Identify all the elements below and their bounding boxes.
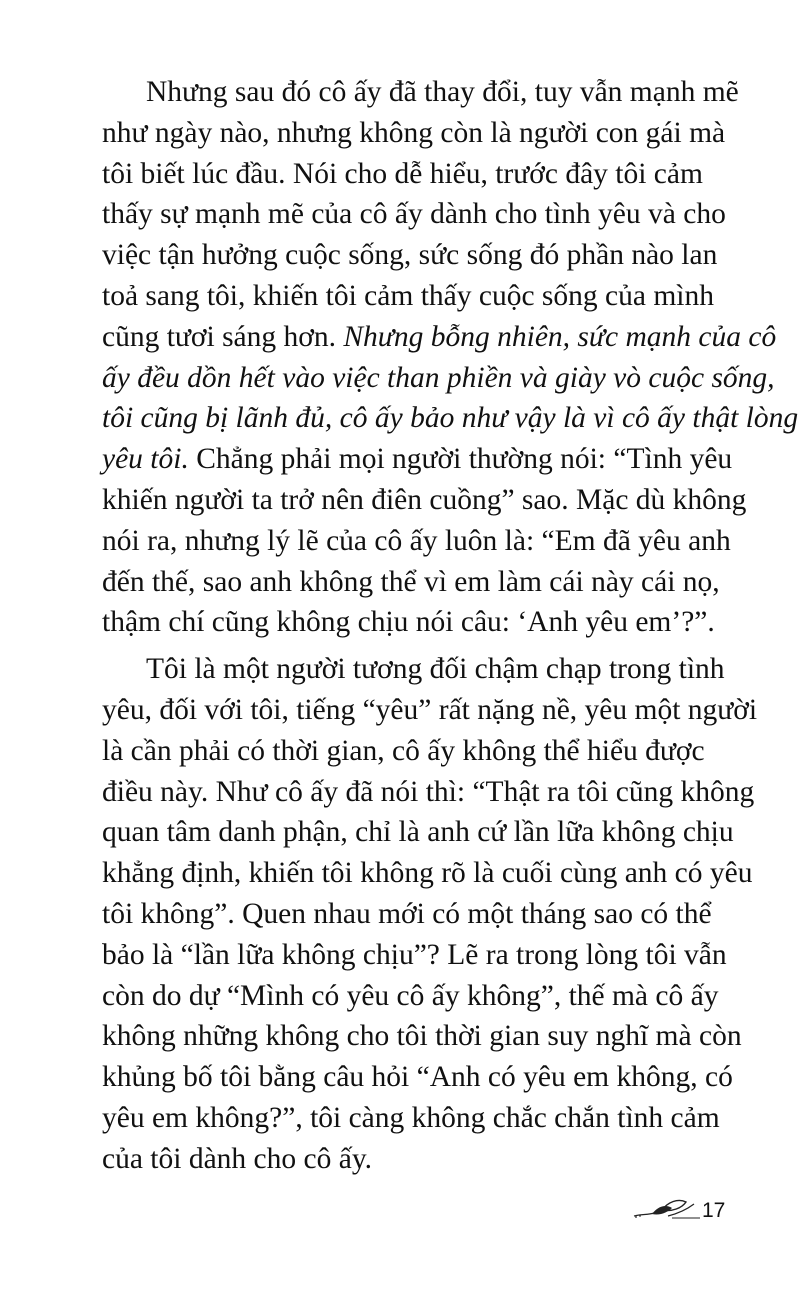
- text-segment: bảo là “lần lữa không chịu”? Lẽ ra trong lòng tôi vẫn: [102, 938, 727, 971]
- text-segment: nói ra, nhưng lý lẽ của cô ấy luôn là: “Em đã yêu anh: [102, 524, 731, 557]
- text-line: [102, 194, 726, 235]
- italic-text-segment: tôi cũng bị lãnh đủ, cô ấy bảo như vậy là vì cô ấy thật lòng: [102, 402, 799, 435]
- text-line: [102, 439, 733, 480]
- leaf-flourish-icon: [632, 1196, 702, 1222]
- text-segment: quan tâm danh phận, chỉ là anh cứ lần lữa không chịu: [102, 816, 734, 849]
- italic-text-segment: Nhưng bỗng nhiên, sức mạnh của cô: [343, 320, 777, 353]
- text-line: [102, 731, 705, 772]
- text-line: [102, 276, 714, 317]
- text-segment: còn do dự “Mình có yêu cô ấy không”, thế mà cô ấy: [102, 979, 719, 1012]
- text-line: [102, 649, 725, 690]
- page-number: 17: [702, 1199, 726, 1222]
- text-line: [102, 1139, 702, 1180]
- text-segment: tôi biết lúc đầu. Nói cho dễ hiểu, trước đây tôi cảm: [102, 157, 703, 190]
- text-line: [102, 690, 758, 731]
- text-line: [102, 398, 799, 439]
- text-line: [102, 562, 720, 603]
- text-line: [102, 113, 726, 154]
- text-line: [102, 480, 747, 521]
- text-segment: tôi không”. Quen nhau mới có một tháng sao có thể: [102, 897, 712, 930]
- text-segment: như ngày nào, nhưng không còn là người con gái mà: [102, 116, 726, 149]
- text-line: [102, 1016, 742, 1057]
- text-segment: của tôi dành cho cô ấy.: [102, 1142, 373, 1175]
- paragraph: [102, 72, 799, 643]
- text-line: [102, 154, 702, 195]
- text-line: [102, 235, 718, 276]
- text-segment: khiến người ta trở nên điên cuồng” sao. Mặc dù không: [102, 483, 747, 516]
- text-line: [102, 812, 734, 853]
- text-segment: Chẳng phải mọi người thường nói: “Tình yêu: [188, 443, 733, 476]
- text-segment: thấy sự mạnh mẽ của cô ấy dành cho tình yêu và cho: [102, 198, 726, 231]
- text-segment: cũng tươi sáng hơn.: [102, 320, 344, 353]
- text-segment: yêu, đối với tôi, tiếng “yêu” rất nặng nề, yêu một người: [102, 693, 758, 726]
- body-text: [102, 72, 799, 1180]
- text-line: [102, 358, 775, 399]
- page-footer: [632, 1190, 732, 1230]
- text-segment: khẳng định, khiến tôi không rõ là cuối cùng anh có yêu: [102, 857, 753, 890]
- italic-text-segment: ấy đều dồn hết vào việc than phiền và giày vò cuộc sống,: [102, 361, 775, 394]
- paragraph: [102, 649, 758, 1179]
- text-segment: toả sang tôi, khiến tôi cảm thấy cuộc sống của mình: [102, 279, 714, 312]
- text-segment: điều này. Như cô ấy đã nói thì: “Thật ra tôi cũng không: [102, 775, 755, 808]
- text-segment: khủng bố tôi bằng câu hỏi “Anh có yêu em không, có: [102, 1061, 733, 1094]
- text-line: [102, 894, 712, 935]
- text-line: [102, 1057, 733, 1098]
- text-line: [102, 772, 755, 813]
- text-segment: thậm chí cũng không chịu nói câu: ‘Anh yêu em’?”.: [102, 606, 715, 639]
- text-segment: không những không cho tôi thời gian suy nghĩ mà còn: [102, 1020, 742, 1053]
- text-segment: Tôi là một người tương đối chậm chạp trong tình: [146, 653, 725, 686]
- text-segment: đến thế, sao anh không thể vì em làm cái này cái nọ,: [102, 565, 720, 598]
- text-segment: việc tận hưởng cuộc sống, sức sống đó phần nào lan: [102, 239, 718, 272]
- text-segment: là cần phải có thời gian, cô ấy không thể hiểu được: [102, 734, 705, 767]
- text-line: [102, 317, 777, 358]
- text-line: [102, 853, 753, 894]
- text-line: [102, 72, 739, 113]
- text-line: [102, 602, 715, 643]
- text-segment: yêu em không?”, tôi càng không chắc chắn tình cảm: [102, 1101, 720, 1134]
- italic-text-segment: yêu tôi.: [102, 443, 189, 476]
- text-line: [102, 1098, 720, 1139]
- text-line: [102, 521, 731, 562]
- text-segment: Nhưng sau đó cô ấy đã thay đổi, tuy vẫn mạnh mẽ: [146, 76, 739, 108]
- text-line: [102, 976, 719, 1017]
- text-line: [102, 935, 727, 976]
